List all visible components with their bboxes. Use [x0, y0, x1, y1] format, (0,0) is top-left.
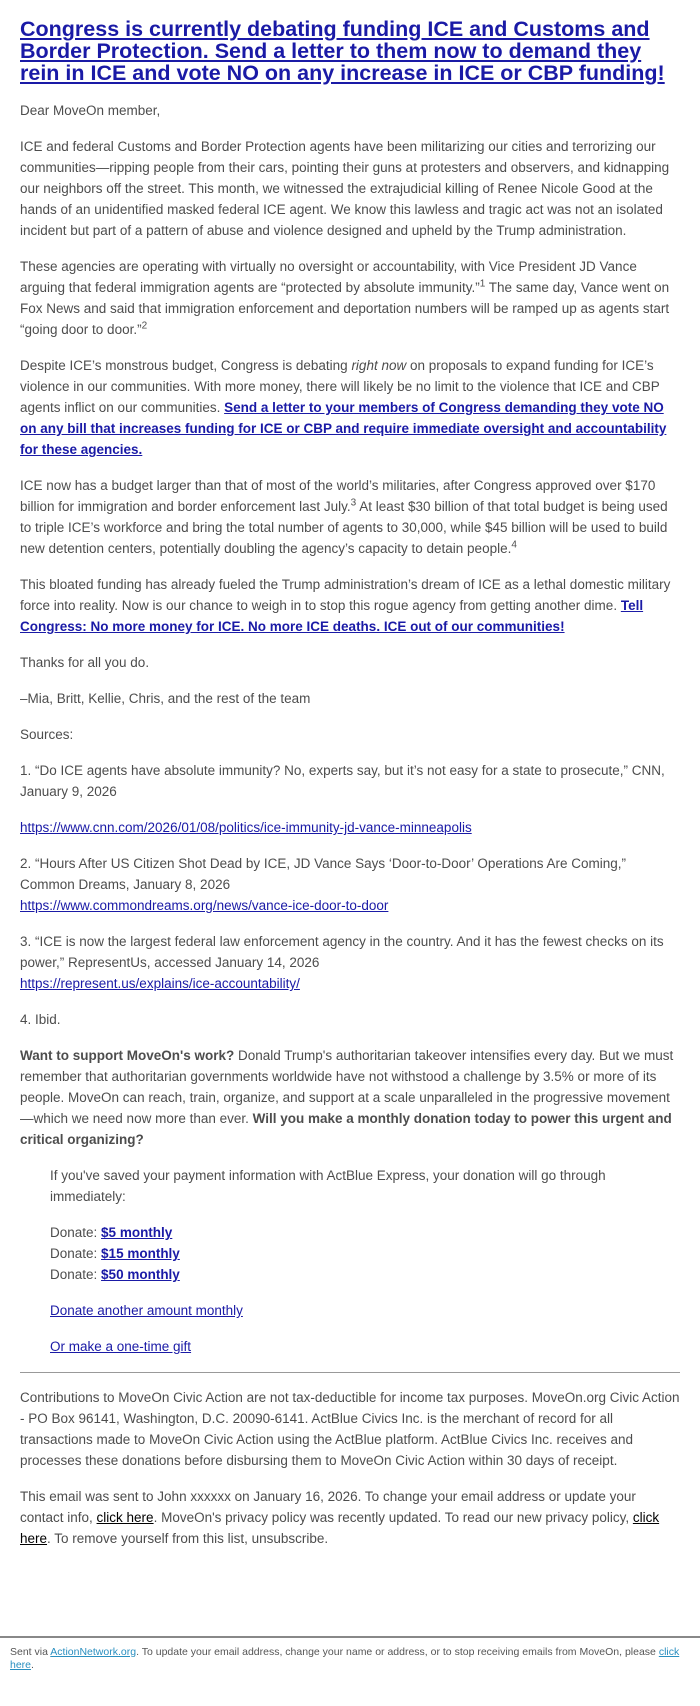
one-time-gift-link[interactable]: Or make a one-time gift	[50, 1339, 192, 1354]
paragraph-3: Despite ICE’s monstrous budget, Congress is debating right now on proposals to expand funding for ICE’s violence in our communities. With more money, there will likely be no limit to the violence that ICE and CBP agents inflict on our communities. Send a letter to your members of Congress demanding they vote NO on any bill that increases funding for ICE or CBP and require immediate oversight and accountability for these agencies.	[20, 358, 667, 457]
thanks: Thanks for all you do.	[20, 655, 150, 670]
source-1-url-row	[20, 817, 680, 838]
greeting: Dear MoveOn member,	[20, 103, 161, 118]
source-4: 4. Ibid.	[20, 1012, 61, 1027]
footnote-3: 3	[350, 497, 357, 509]
source-2-link[interactable]: https://www.commondreams.org/news/vance-ice-door-to-door	[20, 898, 389, 913]
email-note: This email was sent to John xxxxxx on January 16, 2026. To change your email address or update your contact info, click here. MoveOn's privacy policy was recently updated. To read our new privacy policy, click here. To remove yourself from this list, unsubscribe.	[20, 1489, 660, 1546]
support-paragraph: Want to support MoveOn's work? Donald Trump's authoritarian takeover intensifies every day. But we must remember that authoritarian governments worldwide have not withstood a challenge by 3.5% or more of its people. MoveOn can reach, train, organize, and support at a scale unparalleled in the progressive movement—which we need now more than ever. Will you make a monthly donation today to power this urgent and critical organizing?	[20, 1048, 674, 1147]
source-1-link[interactable]: https://www.cnn.com/2026/01/08/politics/ice-immunity-jd-vance-minneapolis	[20, 820, 472, 835]
source-1: 1. “Do ICE agents have absolute immunity? No, experts say, but it’s not easy for a state to prosecute,” CNN, January 9, 2026	[20, 763, 665, 799]
sources-label: Sources:	[20, 727, 74, 742]
paragraph-4: ICE now has a budget larger than that of most of the world’s militaries, after Congress approved over $170 billion for immigration and border enforcement last July.$^3$ At least $30 billion of that total budget is being used to triple ICE’s workforce and bring the total number of agents to 30,000, while $45 billion will be used to build new detention centers, potentially doubling the agency’s capacity to detain people.$^4$	[20, 478, 668, 556]
footnote-4: 4	[511, 539, 517, 551]
headline	[20, 18, 680, 84]
donate-row-5: Donate: $5 monthly	[50, 1225, 173, 1240]
divider	[20, 1372, 680, 1373]
donate-options	[50, 1222, 680, 1285]
headline-link[interactable]: Congress is currently debating funding ICE and Customs and Border Protection. Send a letter to them now to demand they rein in ICE and vote NO on any increase in ICE or CBP funding!	[20, 17, 665, 85]
signoff: –Mia, Britt, Kellie, Chris, and the rest of the team	[20, 691, 311, 706]
disclaimer: Contributions to MoveOn Civic Action are not tax-deductible for income tax purposes. MoveOn.org Civic Action - PO Box 96141, Washington, D.C. 20090-6141. ActBlue Civics Inc. is the merchant of record for all transactions made to MoveOn Civic Action using the ActBlue platform. ActBlue Civics Inc. receives and processes these donations before disbursing them to MoveOn Civic Action within 30 days of receipt.	[20, 1390, 680, 1468]
source-3-link[interactable]: https://represent.us/explains/ice-accountability/	[20, 976, 300, 991]
footnote-1: 1	[479, 278, 486, 290]
one-time-gift-row	[50, 1336, 680, 1357]
donate-50-monthly-link[interactable]: $50 monthly	[101, 1267, 180, 1282]
source-2: 2. “Hours After US Citizen Shot Dead by ICE, JD Vance Says ‘Door-to-Door’ Operations Are Coming,” Common Dreams, January 8, 2026 https://www.commondreams.org/news/vance-ice-door-to-door	[20, 856, 626, 913]
donate-5-monthly-link[interactable]: $5 monthly	[101, 1225, 173, 1240]
donate-another-amount-link[interactable]: Donate another amount monthly	[50, 1303, 243, 1318]
donate-row-15: Donate: $15 monthly	[50, 1246, 180, 1261]
send-letter-link[interactable]: Send a letter to your members of Congress demanding they vote NO on any bill that increases funding for ICE or CBP and require immediate oversight and accountability for these agencies.	[20, 400, 667, 457]
footnote-2: 2	[141, 320, 148, 332]
action-network-link[interactable]: ActionNetwork.org	[50, 1646, 137, 1658]
source-3: 3. “ICE is now the largest federal law enforcement agency in the country. And it has the fewest checks on its power,” RepresentUs, accessed January 14, 2026 https://represent.us/explains/ice-accountability/	[20, 934, 664, 991]
donate-another-row	[50, 1300, 680, 1321]
footer-click-here-link[interactable]: click here	[10, 1646, 680, 1671]
paragraph-5: This bloated funding has already fueled the Trump administration’s dream of ICE as a lethal domestic military force into reality. Now is our chance to weigh in to stop this rogue agency from getting another dime. Tell Congress: No more money for ICE. No more ICE deaths. ICE out of our communities!	[20, 577, 671, 634]
actblue-note: If you've saved your payment information with ActBlue Express, your donation will go through immediately:	[50, 1168, 606, 1204]
footer: Sent via ActionNetwork.org. To update your email address, change your name or address, or to stop receiving emails from MoveOn, please click here.	[0, 1636, 700, 1672]
donate-15-monthly-link[interactable]: $15 monthly	[101, 1246, 180, 1261]
paragraph-1: ICE and federal Customs and Border Protection agents have been militarizing our cities and terrorizing our communities—ripping people from their cars, pointing their guns at protesters and observers, and kidnapping our neighbors off the street. This month, we witnessed the extrajudicial killing of Renee Nicole Good at the hands of an unidentified masked federal ICE agent. We know this lawless and tragic act was not an isolated incident but part of a pattern of abuse and violence designed and upheld by the Trump administration.	[20, 139, 670, 238]
tell-congress-link[interactable]: Tell Congress: No more money for ICE. No more ICE deaths. ICE out of our communities!	[20, 598, 644, 634]
donate-row-50: Donate: $50 monthly	[50, 1267, 180, 1282]
update-contact-link[interactable]: click here	[96, 1510, 154, 1525]
paragraph-2: These agencies are operating with virtually no oversight or accountability, with Vice President JD Vance arguing that federal immigration agents are “protected by absolute immunity.”$^1$ The same day, Vance went on Fox News and said that immigration enforcement and deportation numbers will be ramped up as agents start “going door to door.”$^2$	[20, 259, 670, 337]
privacy-policy-link[interactable]: click here	[20, 1510, 660, 1546]
